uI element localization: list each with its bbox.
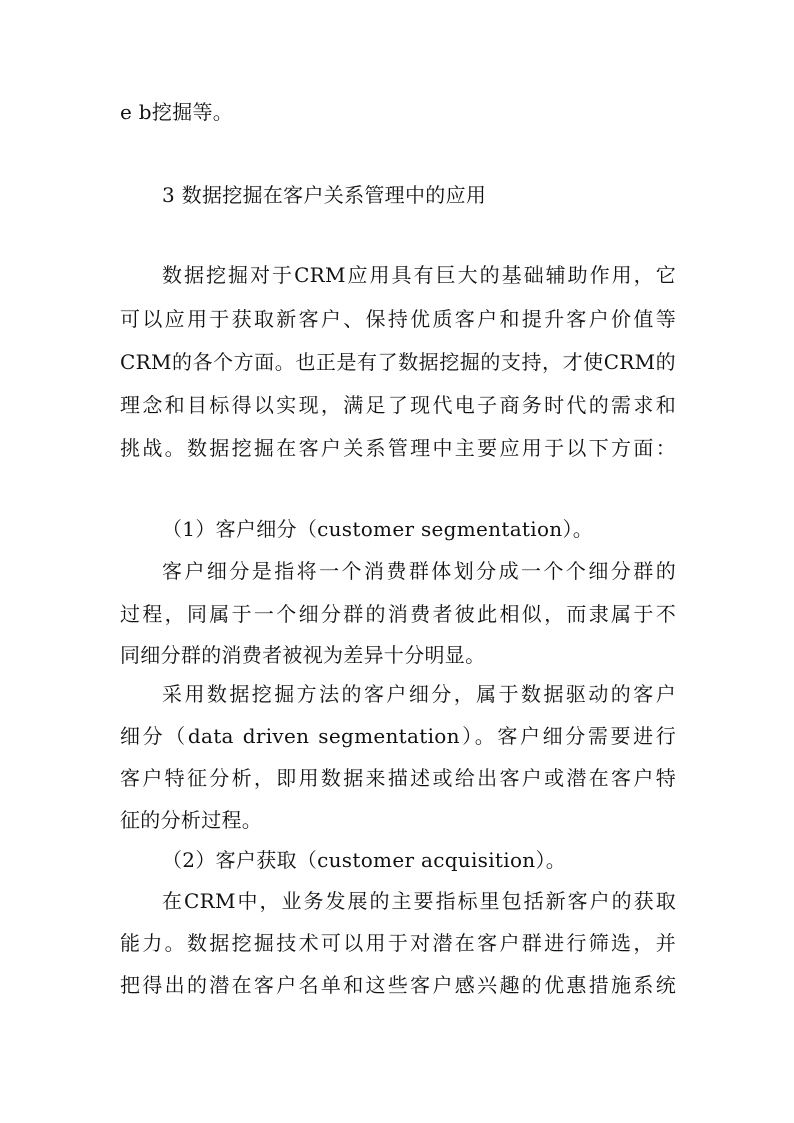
paragraph-3-line-3: 客户特征分析，即用数据来描述或给出客户或潜在客户特 <box>120 766 676 790</box>
paragraph-3-line-2: 细分（data driven segmentation）。客户细分需要进行 <box>120 724 676 748</box>
paragraph-2-line-2: 过程，同属于一个细分群的消费者彼此相似，而隶属于不 <box>120 602 676 626</box>
paragraph-3-line-4: 征的分析过程。 <box>120 808 263 832</box>
paragraph-2-line-1: 客户细分是指将一个消费群体划分成一个个细分群的 <box>162 559 676 583</box>
subheading-2: （2）客户获取（customer acquisition）。 <box>162 848 567 872</box>
paragraph-1-line-5: 挑战。数据挖掘在客户关系管理中主要应用于以下方面： <box>120 436 676 460</box>
text-line-1: e b挖掘等。 <box>120 100 234 124</box>
section-heading: 3 数据挖掘在客户关系管理中的应用 <box>162 183 487 207</box>
paragraph-4-line-1: 在CRM中，业务发展的主要指标里包括新客户的获取 <box>162 889 676 913</box>
paragraph-2-line-3: 同细分群的消费者被视为差异十分明显。 <box>120 643 486 667</box>
paragraph-1-line-2: 可以应用于获取新客户、保持优质客户和提升客户价值等 <box>120 307 676 331</box>
paragraph-1-line-1: 数据挖掘对于CRM应用具有巨大的基础辅助作用，它 <box>162 263 676 287</box>
paragraph-1-line-3: CRM的各个方面。也正是有了数据挖掘的支持，才使CRM的 <box>120 350 676 374</box>
paragraph-3-line-1: 采用数据挖掘方法的客户细分，属于数据驱动的客户 <box>162 682 676 706</box>
paragraph-4-line-2: 能力。数据挖掘技术可以用于对潜在客户群进行筛选，并 <box>120 931 676 955</box>
paragraph-1-line-4: 理念和目标得以实现，满足了现代电子商务时代的需求和 <box>120 393 676 417</box>
paragraph-4-line-3: 把得出的潜在客户名单和这些客户感兴趣的优惠措施系统 <box>120 973 676 997</box>
subheading-1: （1）客户细分（customer segmentation）。 <box>162 517 594 541</box>
